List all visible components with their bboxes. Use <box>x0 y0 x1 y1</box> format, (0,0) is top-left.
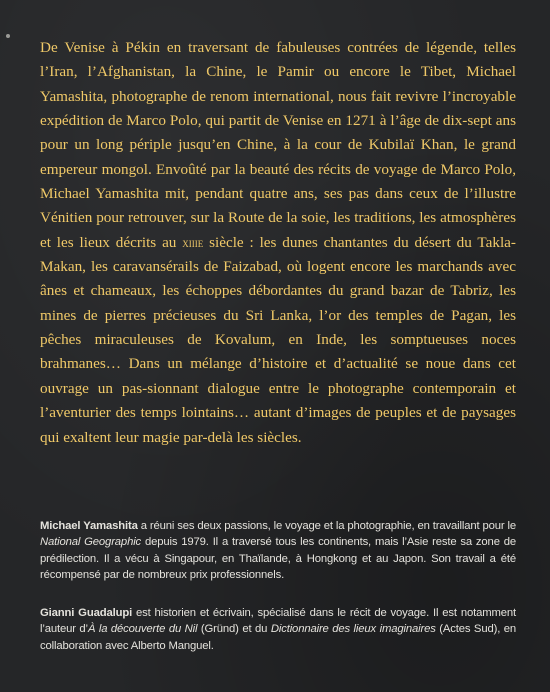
author-bio-text1: est historien et écrivain, spécialisé dans le récit de voyage. Il est notamment l’auteur d’ <box>40 607 516 636</box>
author-name: Gianni Guadalupi <box>40 607 133 619</box>
blurb-paragraph <box>40 36 516 450</box>
book-title-nil: À la découverte du Nil <box>87 623 198 636</box>
dust-speck <box>6 34 10 38</box>
photographer-bio-text2: depuis 1979. Il a traversé tous les continents, mais l’Asie reste sa zone de prédilection. Il a vécu à Singapour, en Thaïlande, à Hongkong et au Japon. Son travail a été récompensé par de nombreux prix professionnels. <box>40 536 517 582</box>
author-bio-text2: (Gründ) et du <box>197 623 271 636</box>
century-numeral: xiiie <box>182 235 204 250</box>
blurb-text-part1: De Venise à Pékin en traversant de fabuleuses contrées de légende, telles l’Iran, l’Afghanistan, la Chine, le Pamir ou encore le Tibet, Michael Yamashita, photographe de renom international, nous fait revivre l’incroyable expédition de Marco Polo, qui partit de Venise en 1271 à l’âge de dix-sept ans pour un long périple jusqu’en Chine, à la cour de Kubilaï Khan, le grand empereur mongol. Envoûté par la beauté des récits de voyage de Marco Polo, Michael Yamashita mit, pendant quatre ans, ses pas dans ceux de l’illustre Vénitien pour retrouver, sur la Route de la soie, les traditions, les atmosphères et les lieux décrits au <box>40 39 516 251</box>
author-bio-text3: (Actes Sud), en collaboration avec Alberto Manguel. <box>40 623 516 652</box>
photographer-name: Michael Yamashita <box>40 520 138 532</box>
magazine-title: National Geographic <box>40 536 142 549</box>
book-title-dictionnaire: Dictionnaire des lieux imaginaires <box>270 623 436 636</box>
photographer-bio-text1: a réuni ses deux passions, le voyage et la photographie, en travaillant pour le <box>137 520 516 532</box>
author-bio <box>40 605 516 654</box>
blurb-text-part2: siècle : les dunes chantantes du désert du Takla-Makan, les caravansérails de Faizabad, où logent encore les marchands avec ânes et chameaux, les échoppes débordantes du grand bazar de Tabriz, les mines de pierres précieuses du Sri Lanka, l’or des temples de Pagan, les pêches miraculeuses de Kovalum, en Inde, les somptueuses noces brahmanes… Dans un mélange d’histoire et d’actualité se noue dans cet ouvrage un pas-sionnant dialogue entre le photographe contemporain et l’aventurier des temps lointains… autant d’images de peuples et de paysages qui exaltent leur magie par-delà les siècles. <box>40 233 516 446</box>
photographer-bio <box>40 518 516 584</box>
